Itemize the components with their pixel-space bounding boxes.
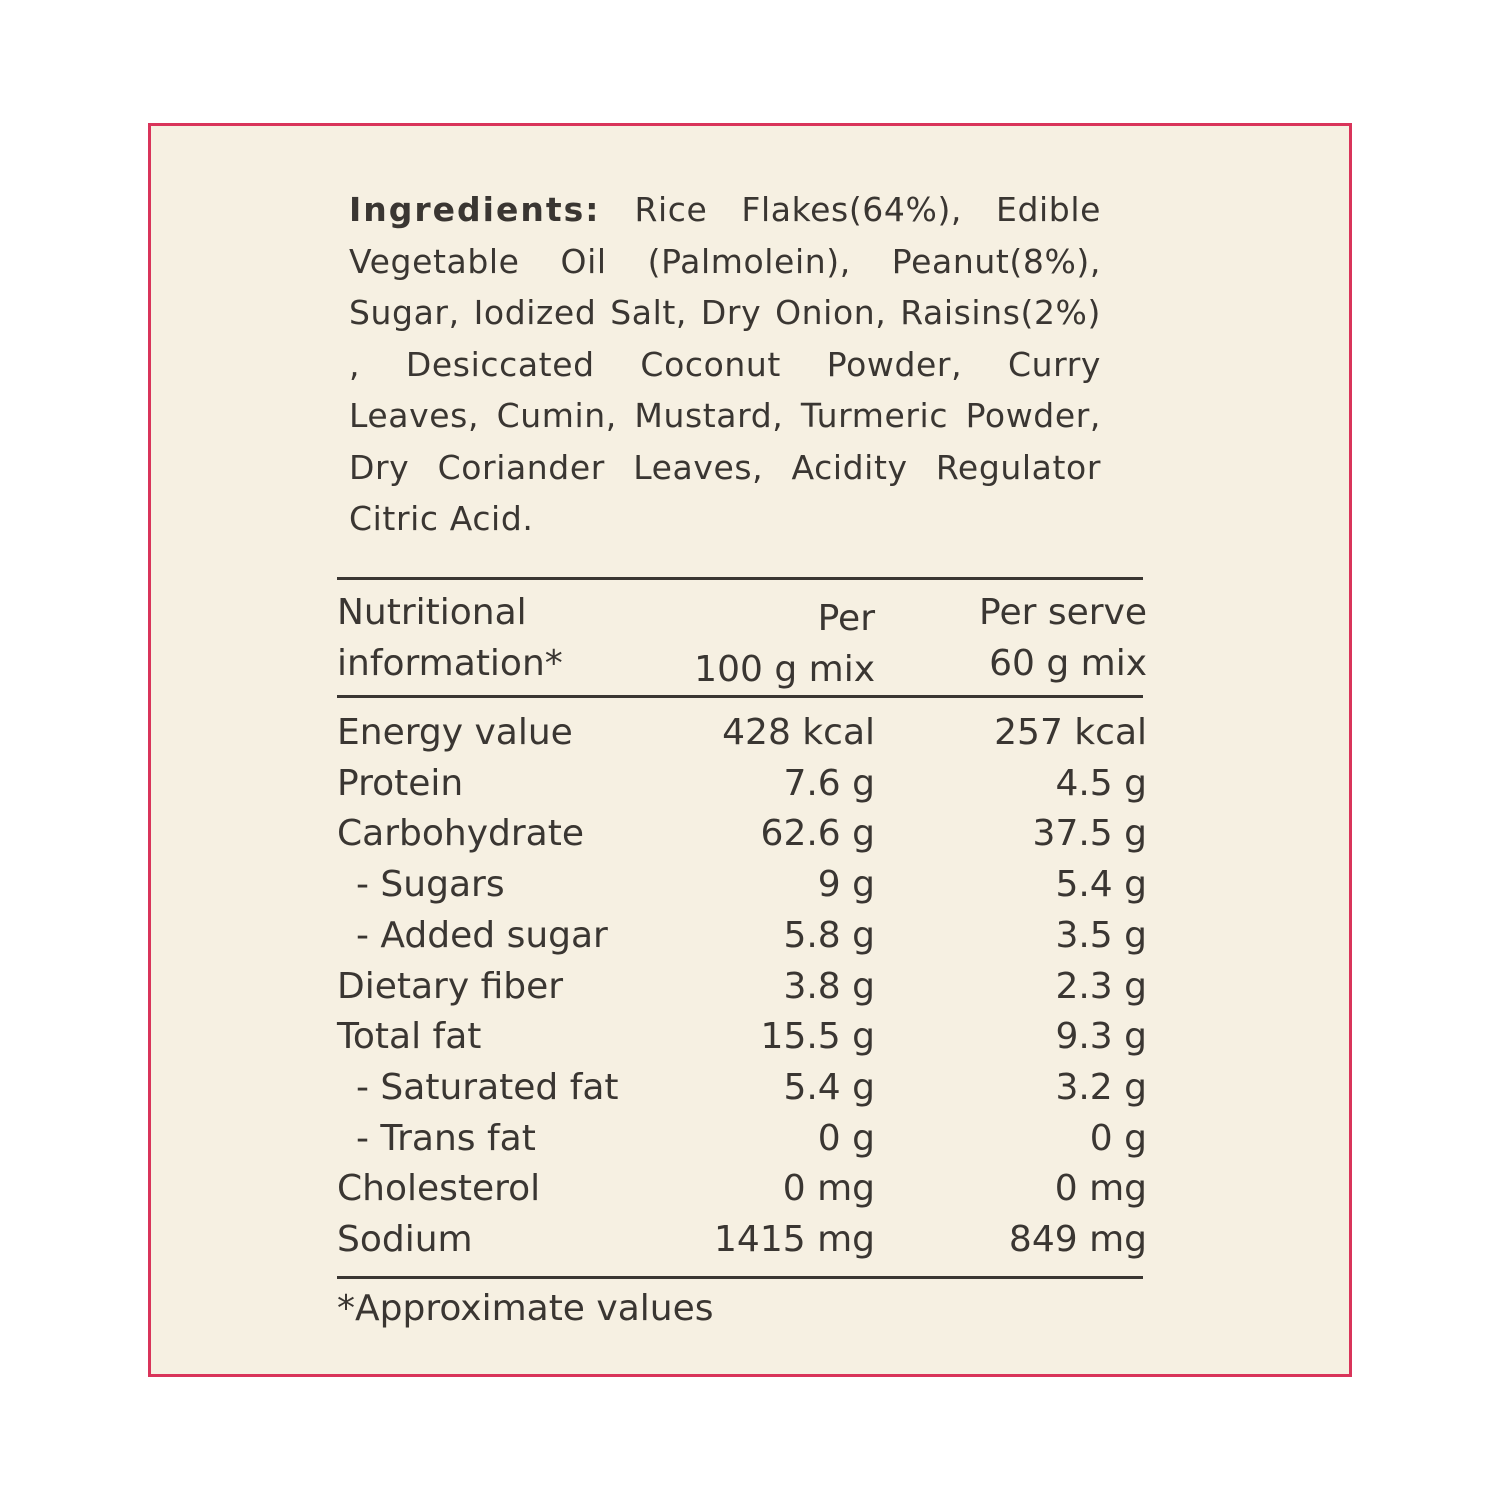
ingredients-paragraph xyxy=(349,184,1101,545)
nutrient-value-per-100g: 3.8 g xyxy=(783,966,875,1007)
nutrient-value-per-100g: 0 mg xyxy=(782,1168,875,1209)
nutrient-name: Cholesterol xyxy=(337,1168,541,1209)
nutrient-value-per-100g: 62.6 g xyxy=(760,813,875,854)
nutrient-value-per-serve: 37.5 g xyxy=(1032,813,1147,854)
nutrient-name: Dietary fiber xyxy=(337,966,564,1007)
nutrient-name: Sodium xyxy=(337,1219,473,1260)
nutrient-value-per-serve: 257 kcal xyxy=(994,712,1147,753)
nutrient-name: Protein xyxy=(337,763,464,804)
nutrient-value-per-serve: 4.5 g xyxy=(1055,763,1147,804)
header-100g-mix: 100 g mix xyxy=(694,649,875,690)
nutrient-value-per-serve: 849 mg xyxy=(1008,1219,1147,1260)
nutrient-value-per-serve: 5.4 g xyxy=(1055,864,1147,905)
header-per: Per xyxy=(817,598,875,639)
nutrient-name: - Sugars xyxy=(356,864,505,905)
nutrient-value-per-serve: 0 g xyxy=(1089,1118,1147,1159)
header-nutritional: Nutritional xyxy=(337,592,527,633)
nutrient-value-per-100g: 1415 mg xyxy=(714,1219,875,1260)
nutrient-name: - Saturated fat xyxy=(356,1067,619,1108)
nutrition-label-panel xyxy=(148,123,1352,1377)
nutrient-value-per-100g: 5.8 g xyxy=(783,915,875,956)
nutrient-value-per-serve: 3.5 g xyxy=(1055,915,1147,956)
nutrient-value-per-serve: 2.3 g xyxy=(1055,966,1147,1007)
nutrient-value-per-100g: 7.6 g xyxy=(783,763,875,804)
footnote: *Approximate values xyxy=(337,1288,714,1329)
nutrient-name: Carbohydrate xyxy=(337,813,584,854)
nutrient-value-per-100g: 428 kcal xyxy=(722,712,875,753)
nutrient-value-per-100g: 9 g xyxy=(817,864,875,905)
nutrient-value-per-serve: 0 mg xyxy=(1054,1168,1147,1209)
header-information: information* xyxy=(337,643,563,684)
nutrient-name: Total fat xyxy=(337,1016,482,1057)
nutrient-value-per-100g: 0 g xyxy=(817,1118,875,1159)
nutrient-name: - Trans fat xyxy=(356,1118,536,1159)
table-bottom-rule xyxy=(337,1276,1143,1279)
nutrient-value-per-100g: 5.4 g xyxy=(783,1067,875,1108)
header-60g-mix: 60 g mix xyxy=(989,643,1147,684)
nutrient-value-per-100g: 15.5 g xyxy=(760,1016,875,1057)
table-header-rule xyxy=(337,695,1143,698)
ingredients-heading: Ingredients: xyxy=(349,190,601,229)
nutrient-value-per-serve: 3.2 g xyxy=(1055,1067,1147,1108)
nutrient-value-per-serve: 9.3 g xyxy=(1055,1016,1147,1057)
header-per-serve: Per serve xyxy=(979,592,1147,633)
nutrient-name: Energy value xyxy=(337,712,573,753)
nutrient-name: - Added sugar xyxy=(356,915,608,956)
ingredients-text: Rice Flakes(64%), Edible Vegetable Oil (Palmolein), Peanut(8%), Sugar, Iodized Salt, Dry Onion, Raisins(2%) , Desiccated Coconut Powder, Curry Leaves, Cumin, Mustard, Turmeric Powder, Dry Coriander Leaves, Acidity Regulator Citric Acid. xyxy=(349,190,1101,538)
table-top-rule xyxy=(337,577,1143,580)
